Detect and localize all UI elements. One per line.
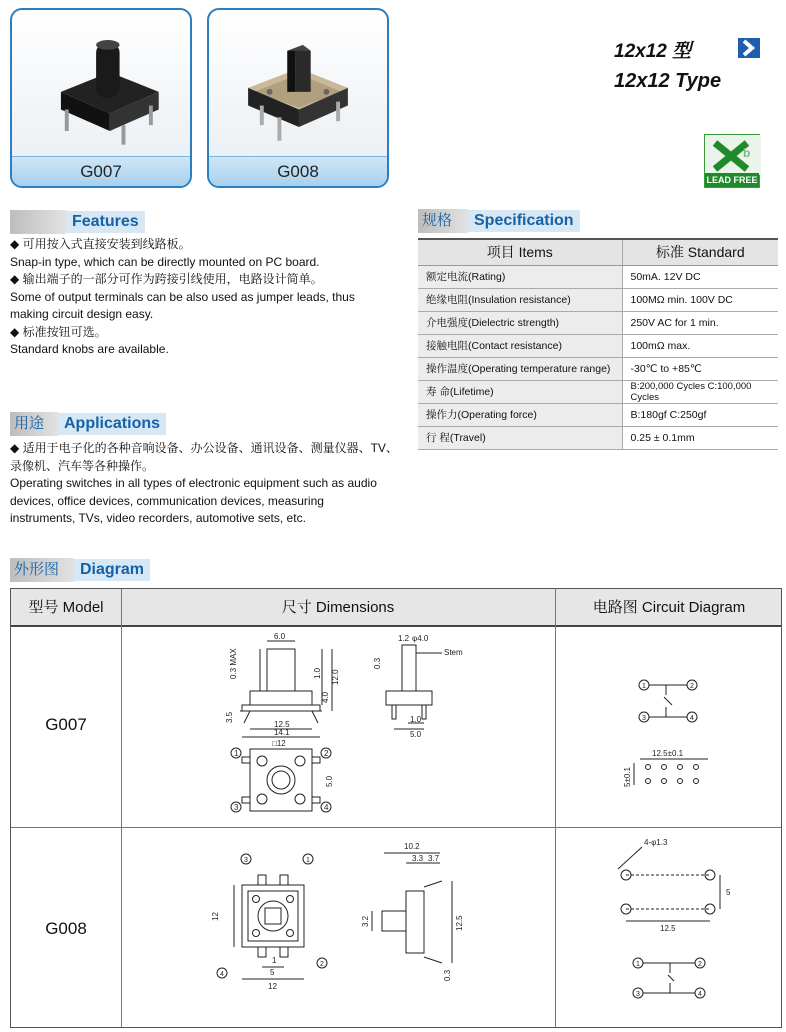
- col-circuit: 电路图 Circuit Diagram: [592, 599, 746, 616]
- pin-number: 3: [234, 803, 239, 812]
- pin-number: 2: [324, 749, 329, 758]
- dim-label: 3.2: [361, 915, 370, 927]
- dim-label: 3.7: [428, 854, 440, 863]
- g007-circuit-diagram: [556, 629, 782, 825]
- dim-label: Stem: [444, 648, 463, 657]
- features-line: Snap-in type, which can be directly mounted on PC board.: [10, 254, 320, 269]
- table-row: [418, 380, 778, 403]
- spec-item: 额定电流(Rating): [418, 265, 622, 288]
- model-g008: G008: [45, 919, 87, 938]
- dim-label: 5.0: [325, 775, 334, 787]
- diagram-title: Diagram: [74, 559, 150, 581]
- dim-label: 5: [270, 968, 275, 977]
- spec-value: 100mΩ max.: [622, 334, 778, 357]
- pin-number: 3: [642, 715, 646, 722]
- table-row: [418, 426, 778, 449]
- dim-label: φ4.0: [412, 634, 429, 643]
- dim-label: 0.3 MAX: [229, 648, 238, 679]
- spec-item: 介电强度(Dielectric strength): [418, 311, 622, 334]
- col-model: 型号 Model: [28, 599, 104, 616]
- pin-number: 4: [690, 715, 694, 722]
- pin-number: 1: [642, 683, 646, 690]
- switch-photo-icon: [209, 10, 387, 160]
- features-line: ◆ 标准按钮可选。: [10, 324, 107, 339]
- applications-line: 录像机、汽车等各种操作。: [10, 458, 155, 473]
- dim-label: 1: [272, 956, 277, 965]
- dim-label: 10.2: [404, 842, 420, 851]
- specification-title: Specification: [468, 210, 580, 232]
- features-line: ◆ 输出端子的一部分可作为跨接引线使用，电路设计简单。: [10, 272, 323, 286]
- features-title: Features: [66, 211, 145, 233]
- spec-value: B:180gf C:250gf: [622, 403, 778, 426]
- features-line: Some of output terminals can be also used as jumper leads, thus: [10, 289, 355, 304]
- arrow-right-icon: [738, 38, 760, 58]
- type-title-en: 12x12 Type: [614, 70, 722, 92]
- table-row: [418, 403, 778, 426]
- features-text: [10, 236, 410, 359]
- pin-number: 1: [306, 857, 310, 864]
- model-g007: G007: [45, 715, 87, 734]
- dim-label: 1.0: [313, 667, 322, 679]
- features-header: [10, 210, 144, 234]
- spec-item: 行 程(Travel): [418, 426, 622, 449]
- applications-line: ◆ 适用于电子化的各种音响设备、办公设备、通讯设备、测量仪器、TV、: [10, 441, 398, 455]
- spec-item: 接触电阻(Contact resistance): [418, 334, 622, 357]
- dim-label: 5±0.1: [623, 767, 632, 787]
- dim-label: 5: [726, 888, 731, 897]
- applications-line: instruments, TVs, video recorders, automotive sets, etc.: [10, 511, 306, 525]
- product-card-g007: [10, 8, 192, 188]
- spec-value: B:200,000 Cycles C:100,000 Cycles: [622, 380, 778, 403]
- lead-free-badge: [704, 134, 760, 188]
- spec-item: 操作力(Operating force): [418, 403, 622, 426]
- spec-value: 0.25 ± 0.1mm: [622, 426, 778, 449]
- specification-table: [418, 238, 778, 450]
- applications-header: [10, 412, 168, 436]
- specification-header: [418, 209, 588, 233]
- dim-label: 3.5: [225, 711, 234, 723]
- spec-value: -30℃ to +85℃: [622, 357, 778, 380]
- dim-label: 6.0: [274, 632, 286, 641]
- dim-label: 14.1: [274, 728, 290, 737]
- dim-label: 1.0: [410, 715, 422, 724]
- type-title-cn: 12x12 型: [614, 41, 692, 62]
- pin-number: 2: [698, 961, 702, 968]
- features-line: Standard knobs are available.: [10, 342, 169, 356]
- dim-label: 12.5±0.1: [652, 749, 684, 758]
- pin-number: 2: [690, 683, 694, 690]
- features-line: ◆ 可用按入式直接安装到线路板。: [10, 237, 191, 251]
- spec-item: 操作温度(Operating temperature range): [418, 357, 622, 380]
- dim-label: 4.0: [321, 691, 330, 703]
- dim-label: 12.0: [331, 669, 340, 685]
- table-row: [418, 311, 778, 334]
- diagram-title-cn: 外形图: [14, 561, 60, 578]
- dim-label: 12.5: [660, 924, 676, 933]
- spec-value: 50mA. 12V DC: [622, 265, 778, 288]
- lead-free-icon: [705, 135, 761, 175]
- col-standard: 标准 Standard: [622, 239, 778, 265]
- table-row: [418, 357, 778, 380]
- dim-label: 1.2: [398, 634, 410, 643]
- dim-label: 12: [268, 982, 277, 991]
- lead-free-text: LEAD FREE: [706, 175, 758, 185]
- dim-label: 12: [211, 912, 220, 921]
- spec-item: 绝缘电阻(Insulation resistance): [418, 288, 622, 311]
- pin-number: 3: [636, 991, 640, 998]
- product-label: G007: [12, 156, 190, 186]
- dim-label: 12.5: [455, 915, 464, 931]
- table-row: [418, 334, 778, 357]
- col-items: 项目 Items: [418, 239, 622, 265]
- product-card-g008: [207, 8, 389, 188]
- spec-value: 100MΩ min. 100V DC: [622, 288, 778, 311]
- pin-number: 2: [320, 961, 324, 968]
- diagram-table: [10, 588, 782, 1028]
- dim-label: □12: [272, 739, 286, 748]
- col-dimensions: 尺寸 Dimensions: [281, 599, 395, 616]
- table-row: [418, 265, 778, 288]
- specification-title-cn: 规格: [422, 212, 453, 229]
- pin-number: 4: [220, 971, 224, 978]
- spec-item: 寿 命(Lifetime): [418, 380, 622, 403]
- dim-label: 3.3: [412, 854, 424, 863]
- pin-number: 4: [324, 803, 329, 812]
- dim-label: 4-φ1.3: [644, 838, 668, 847]
- product-label: G008: [209, 156, 387, 186]
- pin-number: 3: [244, 857, 248, 864]
- diagram-header: [10, 558, 160, 582]
- features-line: making circuit design easy.: [10, 307, 154, 321]
- applications-text: [10, 440, 410, 528]
- dim-label: 5.0: [410, 730, 422, 739]
- applications-title-cn: 用途: [14, 415, 45, 432]
- pin-number: 4: [698, 991, 702, 998]
- dim-label: 12.5: [274, 720, 290, 729]
- pin-number: 1: [234, 749, 239, 758]
- dim-label: 0.3: [443, 969, 452, 981]
- switch-photo-icon: [12, 10, 190, 160]
- g008-dimension-drawing: [122, 829, 554, 1027]
- g008-circuit-diagram: [556, 829, 782, 1027]
- spec-value: 250V AC for 1 min.: [622, 311, 778, 334]
- table-row: [418, 288, 778, 311]
- applications-line: Operating switches in all types of electronic equipment such as audio: [10, 476, 377, 490]
- applications-title: Applications: [58, 413, 166, 435]
- dim-label: 0.3: [373, 657, 382, 669]
- applications-line: devices, office devices, communication devices, measuring: [10, 493, 324, 508]
- svg-text:b: b: [743, 146, 751, 160]
- pin-number: 1: [636, 961, 640, 968]
- g007-dimension-drawing: [122, 629, 554, 825]
